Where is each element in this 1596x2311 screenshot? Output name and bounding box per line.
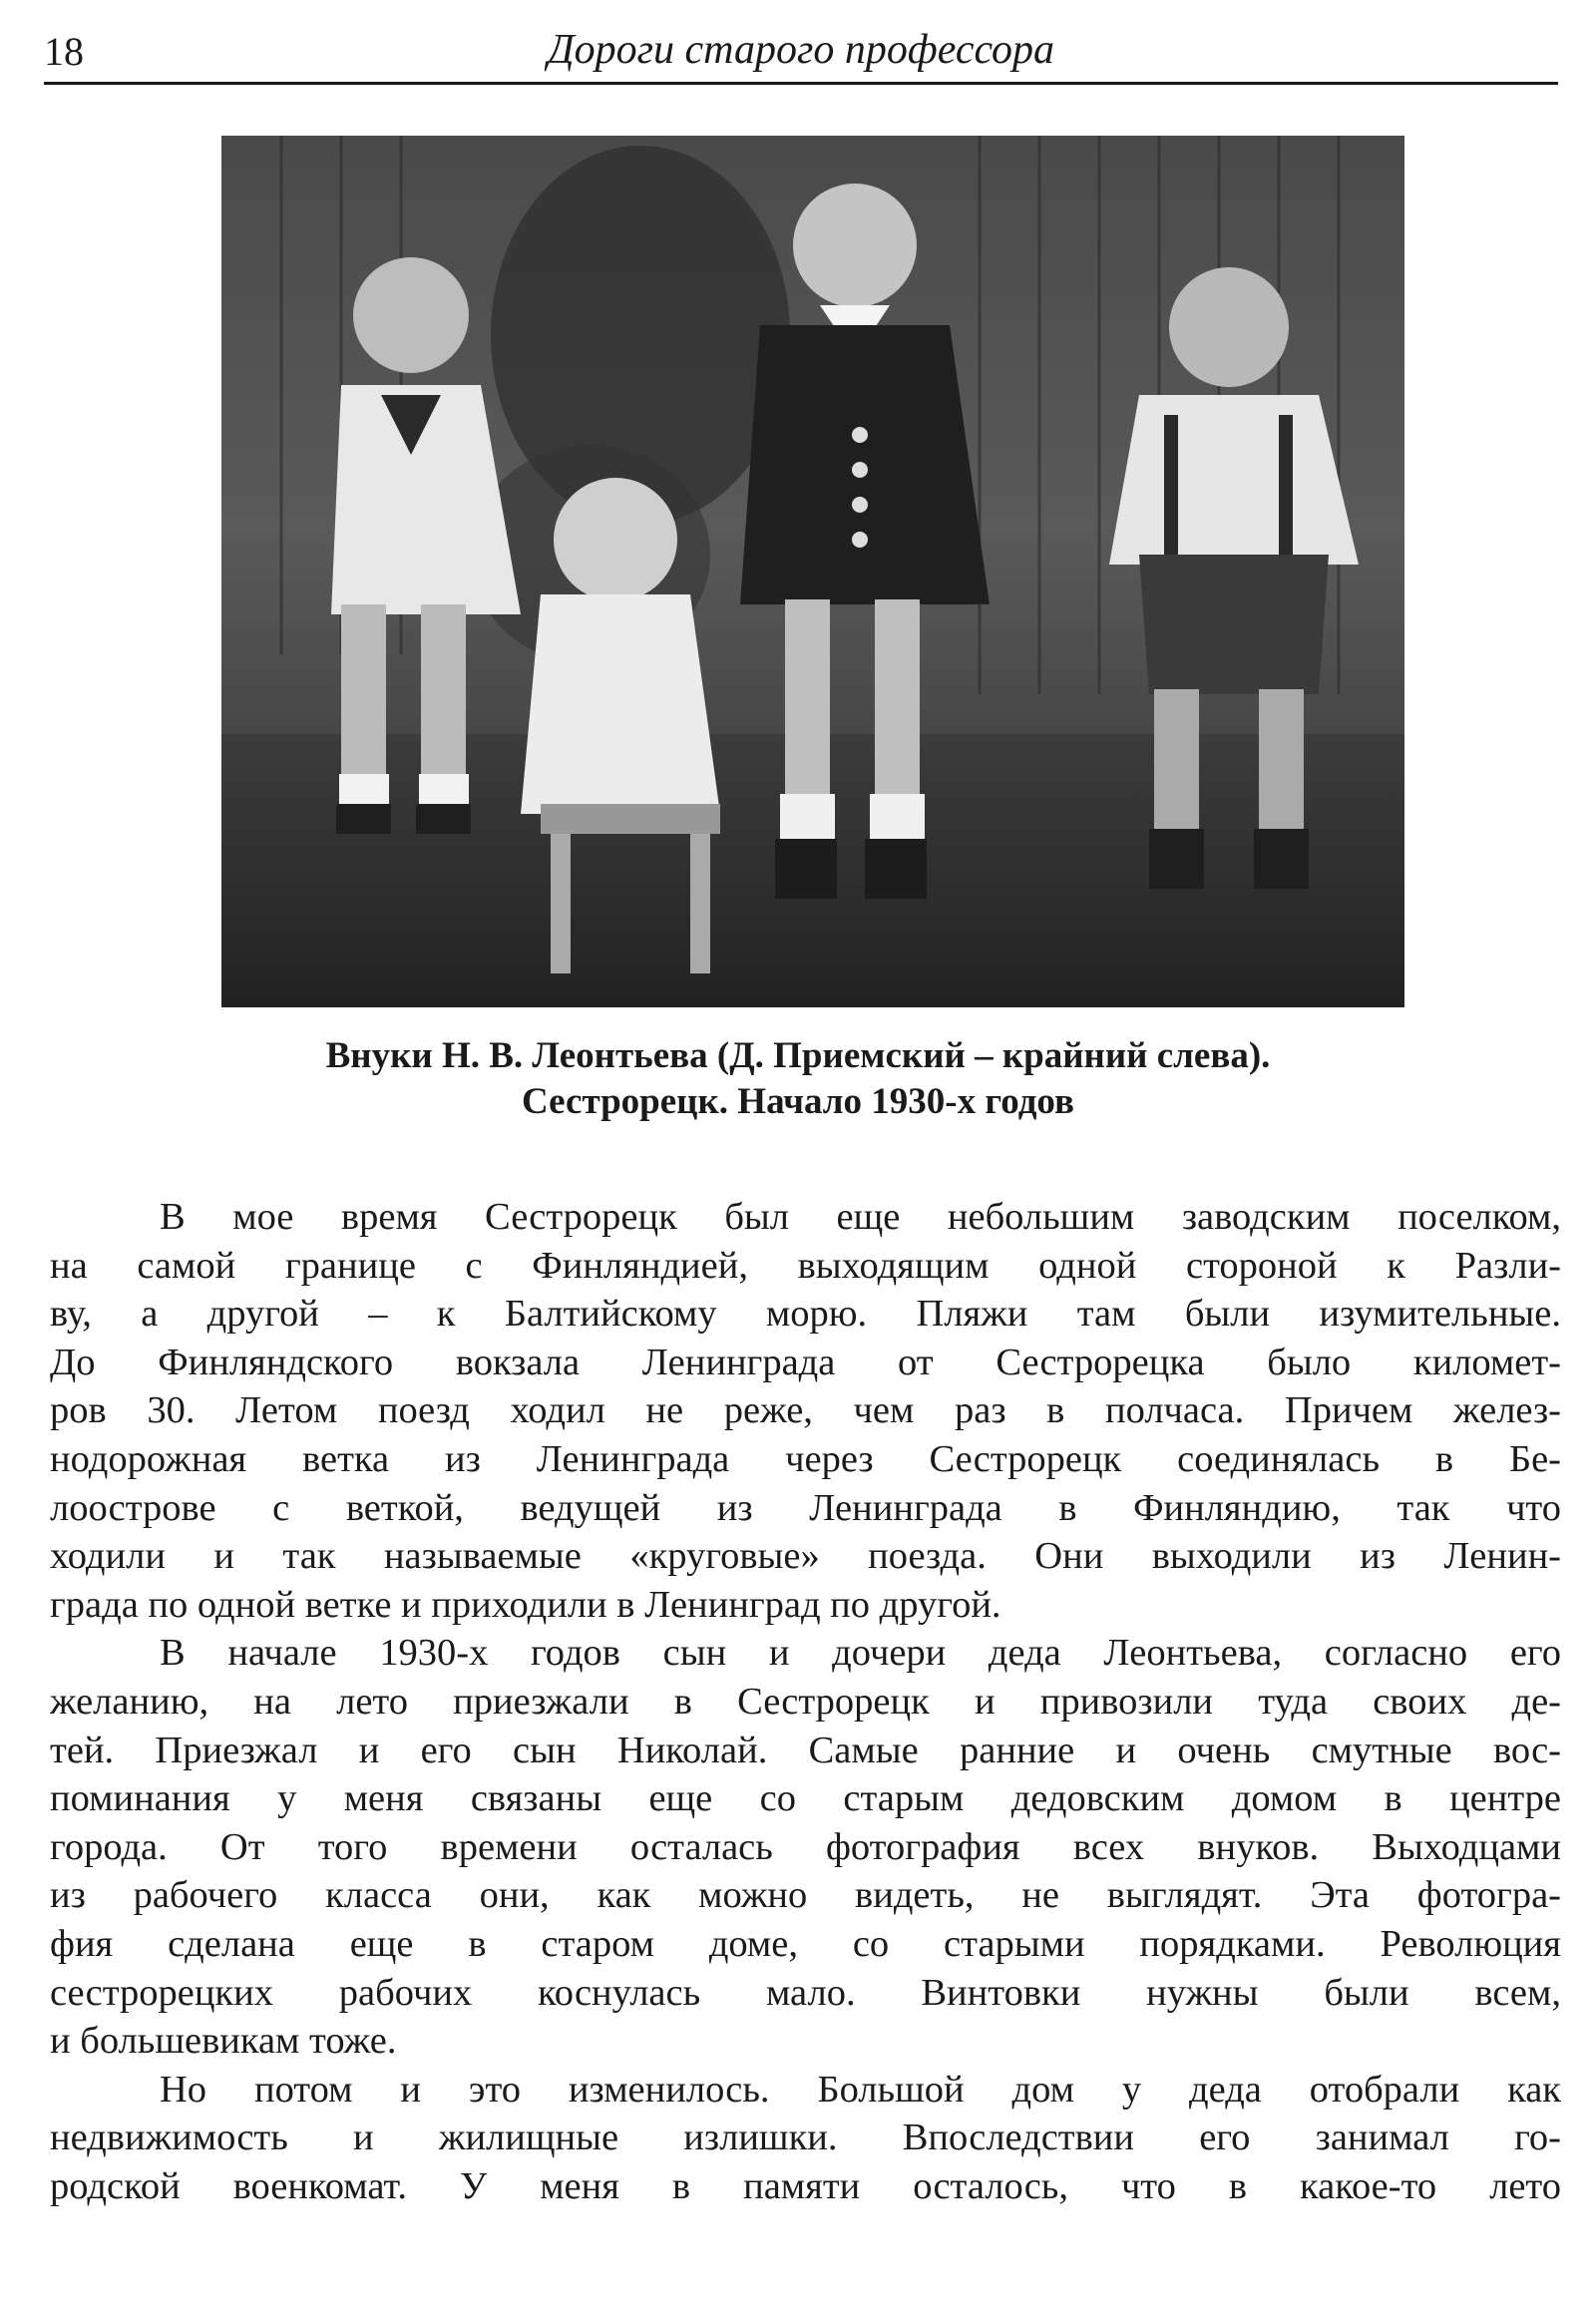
photo-icon: [221, 136, 1404, 1007]
text-line: на самой границе с Финляндией, выходящим одной стороной к Разли-: [50, 1244, 1561, 1287]
text-line: сестрорецких рабочих коснулась мало. Винтовки нужны были всем,: [50, 1971, 1561, 2014]
text-line: града по одной ветке и приходили в Ленинград по другой.: [50, 1583, 1001, 1626]
running-header: [44, 26, 1558, 85]
grandchildren-photo: [221, 136, 1404, 1007]
text-line: поминания у меня связаны еще со старым дедовским домом в центре: [50, 1777, 1561, 1820]
caption-line-2: Сестрорецк. Начало 1930-х годов: [522, 1081, 1074, 1122]
text-line: ву, а другой – к Балтийскому морю. Пляжи там были изумительные.: [50, 1293, 1561, 1336]
text-line: тей. Приезжал и его сын Николай. Самые ранние и очень смутные вос-: [50, 1729, 1561, 1771]
running-title: Дороги старого профессора: [547, 27, 1055, 73]
text-line: и большевикам тоже.: [50, 2020, 397, 2063]
text-line: В начале 1930-х годов сын и дочери деда Леонтьева, согласно его: [160, 1632, 1561, 1675]
body-text: [50, 1193, 1561, 2210]
text-line: Но потом и это изменилось. Большой дом у деда отобрали как: [160, 2068, 1561, 2111]
text-line: До Финляндского вокзала Ленинграда от Сестрорецка было километ-: [50, 1341, 1561, 1383]
text-line: нодорожная ветка из Ленинграда через Сестрорецк соединялась в Бе-: [50, 1437, 1561, 1480]
text-line: ходили и так называемые «круговые» поезда. Они выходили из Ленин-: [50, 1535, 1561, 1578]
text-line: родской военкомат. У меня в памяти осталось, что в какое-то лето: [50, 2164, 1561, 2207]
photo-caption: [120, 1033, 1476, 1125]
text-line: В мое время Сестрорецк был еще небольшим заводским поселком,: [160, 1196, 1561, 1238]
text-line: из рабочего класса они, как можно видеть, не выглядят. Эта фотогра-: [50, 1874, 1561, 1917]
text-line: лоострове с веткой, ведущей из Ленинграда в Финляндию, так что: [50, 1486, 1561, 1529]
text-line: недвижимость и жилищные излишки. Впоследствии его занимал го-: [50, 2117, 1561, 2159]
text-line: фия сделана еще в старом доме, со старыми порядками. Революция: [50, 1922, 1561, 1965]
text-line: города. От того времени осталась фотография всех внуков. Выходцами: [50, 1825, 1561, 1868]
page-number: 18: [44, 29, 84, 74]
text-line: ров 30. Летом поезд ходил не реже, чем раз в полчаса. Причем желез-: [50, 1389, 1561, 1432]
text-line: желанию, на лето приезжали в Сестрорецк и привозили туда своих де-: [50, 1680, 1561, 1723]
caption-line-1: Внуки Н. В. Леонтьева (Д. Приемский – крайний слева).: [325, 1035, 1271, 1076]
